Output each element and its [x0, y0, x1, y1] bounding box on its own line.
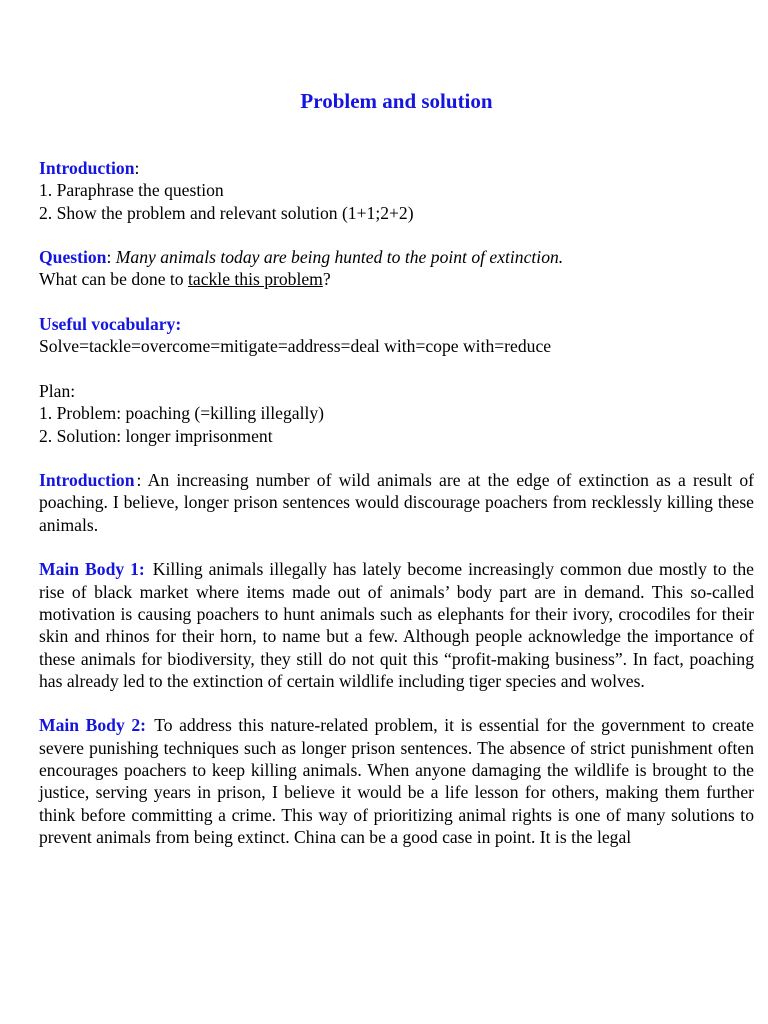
question-colon: :: [106, 247, 116, 268]
document-page: [39, 88, 754, 871]
intro-step-item: 1. Paraphrase the question: [39, 180, 224, 201]
main-body-1-text: Killing animals illegally has lately become increasingly common due mostly to the rise of black market where items made out of animals’ body part are in demand. This so-called motivation is causing poachers to hunt animals such as elephants for their ivory, crocodiles for their skin and rhinos for their horn, to name but a few. Although people acknowledge the importance of these animals for biodiversity, they still do not quit this “profit-making business”. In fact, poaching has already led to the extinction of certain wildlife including tiger species and wolves.: [39, 559, 754, 691]
main-body-2-label: Main Body 2:: [39, 715, 146, 736]
main-body-1-paragraph: [39, 558, 754, 692]
main-body-2-paragraph: [39, 714, 754, 848]
page-title: Problem and solution: [300, 89, 493, 113]
plan-heading: Plan:: [39, 380, 76, 401]
question-text: Many animals today are being hunted to the point of extinction.: [115, 247, 564, 268]
intro-steps-heading: Introduction: [39, 158, 135, 178]
question-line2-underlined: tackle this problem: [188, 269, 323, 290]
main-body-1-label: Main Body 1:: [39, 559, 145, 580]
main-body-2-text: To address this nature-related problem, it is essential for the government to create severe punishing techniques such as longer prison sentences. The absence of strict punishment often encourages poachers to keep killing animals. When anyone damaging the wildlife is brought to the justice, serving years in prison, I believe it would be a life lesson for others, making them further think before committing a crime. This way of prioritizing animal rights is one of many solutions to prevent animals from being extinct. China can be a good case in point. It is the legal: [39, 715, 754, 847]
introduction-paragraph: [39, 469, 754, 536]
plan-section: [39, 380, 754, 447]
intro-step-item: 2. Show the problem and relevant solution (1+1;2+2): [39, 202, 414, 223]
vocabulary-text: Solve=tackle=overcome=mitigate=address=deal with=cope with=reduce: [39, 336, 552, 357]
plan-item: 2. Solution: longer imprisonment: [39, 425, 273, 446]
vocabulary-heading: Useful vocabulary:: [39, 314, 182, 335]
intro-steps-heading-colon: :: [134, 158, 140, 178]
introduction-label: Introduction: [39, 470, 135, 491]
question-section: [39, 246, 754, 291]
question-line2-prefix: What can be done to: [39, 269, 188, 290]
question-label: Question: [39, 247, 107, 268]
plan-item: 1. Problem: poaching (=killing illegally): [39, 403, 325, 424]
intro-steps-section: [39, 157, 754, 224]
introduction-text: : An increasing number of wild animals are at the edge of extinction as a result of poaching. I believe, longer prison sentences would discourage poachers from recklessly killing these animals.: [39, 470, 754, 535]
vocabulary-section: [39, 313, 754, 358]
question-line2-suffix: ?: [322, 269, 331, 290]
